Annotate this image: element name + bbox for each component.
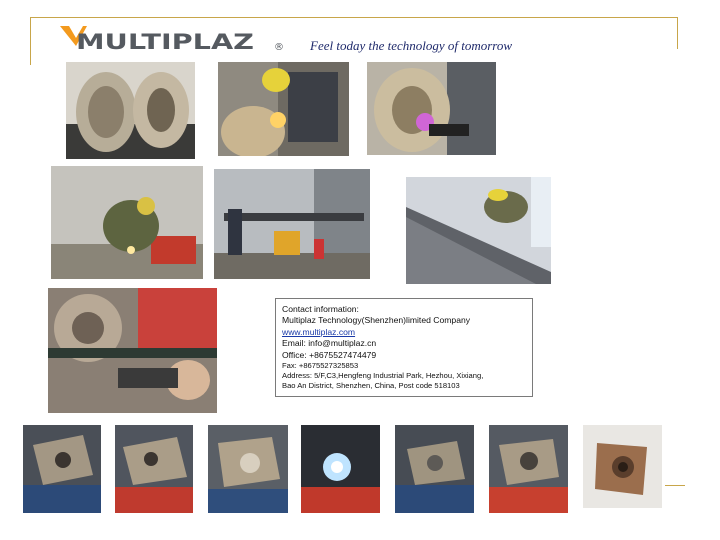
welder-on-stairs-photo [406, 177, 551, 284]
fax-line: Fax: +8675527325853 [282, 361, 359, 371]
part-repair-step-2-photo [115, 425, 193, 513]
registered-mark: ® [274, 42, 284, 53]
address-line-1: Address: 5/F,C3,Hengfeng Industrial Park, Hezhou, Xixiang, [282, 371, 484, 381]
kneeling-welder-photo [51, 166, 203, 279]
address-line-2: Bao An District, Shenzhen, China, Post code 518103 [282, 381, 460, 391]
plasma-cutting-rim-photo [367, 62, 496, 155]
wheel-rim-welding-photo [66, 62, 195, 159]
part-repair-step-1-photo [23, 425, 101, 513]
part-repair-step-7-photo [583, 425, 662, 508]
part-repair-step-3-photo [208, 425, 288, 513]
part-repair-step-5-photo [395, 425, 474, 513]
under-vehicle-welding-photo [48, 288, 217, 413]
part-repair-step-4-photo [301, 425, 380, 513]
company-name: Multiplaz Technology(Shenzhen)limited Company [282, 315, 471, 326]
logo-wordmark: MULTIPLAZ [76, 30, 254, 54]
multiplaz-logo [60, 22, 288, 60]
contact-heading: Contact information: [282, 304, 359, 314]
contact-info-box [275, 298, 533, 397]
welder-with-mask-photo [218, 62, 349, 156]
right-rule [677, 17, 678, 49]
steel-beam-workshop-photo [214, 169, 370, 279]
email-line: Email: info@multiplaz.cn [282, 338, 377, 349]
tagline: Feel today the technology of tomorrow [310, 38, 513, 53]
bottom-rule [665, 485, 685, 486]
top-rule [30, 17, 678, 18]
part-repair-step-6-photo [489, 425, 568, 513]
office-phone: Office: +8675527474479 [282, 349, 377, 360]
left-rule [30, 17, 31, 65]
website-link[interactable]: www.multiplaz.com [282, 326, 356, 337]
